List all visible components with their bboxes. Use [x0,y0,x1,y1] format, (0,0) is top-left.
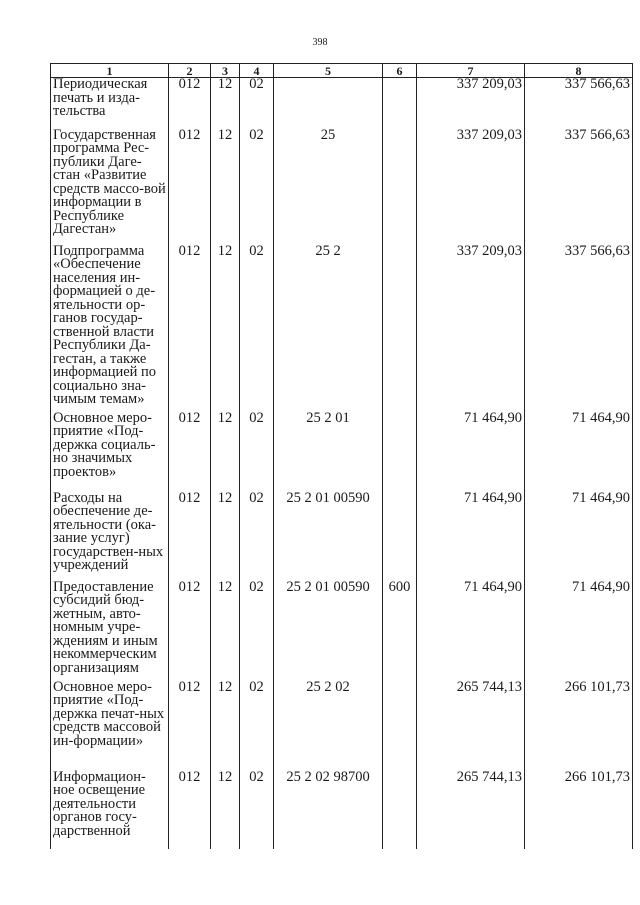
cell-amount-2: 71 464,90 [525,581,633,681]
cell-section: 12 [211,412,240,492]
cell-ministry: 012 [169,412,211,492]
column-header: 7 [417,64,525,78]
table-row [51,581,633,681]
cell-section: 12 [211,771,240,849]
cell-amount-1: 337 209,03 [417,129,525,245]
table-row [51,771,633,849]
table-row [51,681,633,771]
column-header: 3 [211,64,240,78]
cell-amount-2: 71 464,90 [525,412,633,492]
row-name: Основное меро-приятие «Под-держка печат-ных средств массовой ин-формации» [51,681,169,771]
column-header: 4 [240,64,274,78]
cell-amount-2: 337 566,63 [525,129,633,245]
cell-subsection: 02 [240,412,274,492]
cell-ministry: 012 [169,581,211,681]
cell-target-article: 25 2 02 [274,681,383,771]
table-row [51,245,633,412]
column-header: 5 [274,64,383,78]
cell-target-article: 25 [274,129,383,245]
row-name: Информацион-ное освещение деятельности органов госу-дарственной [51,771,169,849]
budget-table [50,63,633,849]
cell-subsection: 02 [240,681,274,771]
row-name: Периодическая печать и изда-тельства [51,78,169,129]
cell-ministry: 012 [169,78,211,129]
cell-section: 12 [211,681,240,771]
cell-ministry: 012 [169,492,211,581]
table-row [51,129,633,245]
cell-amount-1: 71 464,90 [417,581,525,681]
cell-amount-2: 337 566,63 [525,245,633,412]
cell-amount-1: 265 744,13 [417,681,525,771]
cell-expense-type: 600 [383,581,417,681]
cell-amount-1: 337 209,03 [417,78,525,129]
table-row [51,492,633,581]
table-row [51,78,633,129]
column-header: 8 [525,64,633,78]
cell-amount-2: 71 464,90 [525,492,633,581]
cell-expense-type [383,771,417,849]
cell-subsection: 02 [240,771,274,849]
cell-ministry: 012 [169,681,211,771]
cell-amount-1: 337 209,03 [417,245,525,412]
cell-target-article: 25 2 [274,245,383,412]
cell-expense-type [383,129,417,245]
table-row [51,412,633,492]
cell-ministry: 012 [169,129,211,245]
column-header: 1 [51,64,169,78]
cell-section: 12 [211,245,240,412]
cell-expense-type [383,78,417,129]
cell-target-article [274,78,383,129]
cell-target-article: 25 2 01 00590 [274,581,383,681]
row-name: Государственная программа Рес-публики Даге-стан «Развитие средств массо-вой информации в Республике Дагестан» [51,129,169,245]
cell-section: 12 [211,129,240,245]
cell-subsection: 02 [240,492,274,581]
cell-target-article: 25 2 01 [274,412,383,492]
cell-expense-type [383,492,417,581]
column-header: 2 [169,64,211,78]
cell-amount-2: 337 566,63 [525,78,633,129]
row-name: Подпрограмма «Обеспечение населения ин-формацией о де-ятельности ор-ганов государ-ственной власти Республики Да-гестан, а также информацией по социально зна-чимым темам» [51,245,169,412]
cell-amount-2: 266 101,73 [525,771,633,849]
cell-section: 12 [211,78,240,129]
cell-subsection: 02 [240,129,274,245]
column-header: 6 [383,64,417,78]
cell-subsection: 02 [240,245,274,412]
cell-subsection: 02 [240,581,274,681]
cell-amount-1: 71 464,90 [417,492,525,581]
row-name: Основное меро-приятие «Под-держка социаль-но значимых проектов» [51,412,169,492]
cell-amount-2: 266 101,73 [525,681,633,771]
row-name: Предоставление субсидий бюд-жетным, авто-номным учре-ждениям и иным некоммерческим организациям [51,581,169,681]
cell-expense-type [383,245,417,412]
cell-target-article: 25 2 01 00590 [274,492,383,581]
cell-target-article: 25 2 02 98700 [274,771,383,849]
cell-expense-type [383,412,417,492]
cell-section: 12 [211,581,240,681]
page-number: 398 [312,37,328,48]
cell-amount-1: 71 464,90 [417,412,525,492]
cell-expense-type [383,681,417,771]
cell-amount-1: 265 744,13 [417,771,525,849]
cell-ministry: 012 [169,771,211,849]
cell-ministry: 012 [169,245,211,412]
row-name: Расходы на обеспечение де-ятельности (ока-зание услуг) государствен-ных учреждений [51,492,169,581]
cell-subsection: 02 [240,78,274,129]
cell-section: 12 [211,492,240,581]
